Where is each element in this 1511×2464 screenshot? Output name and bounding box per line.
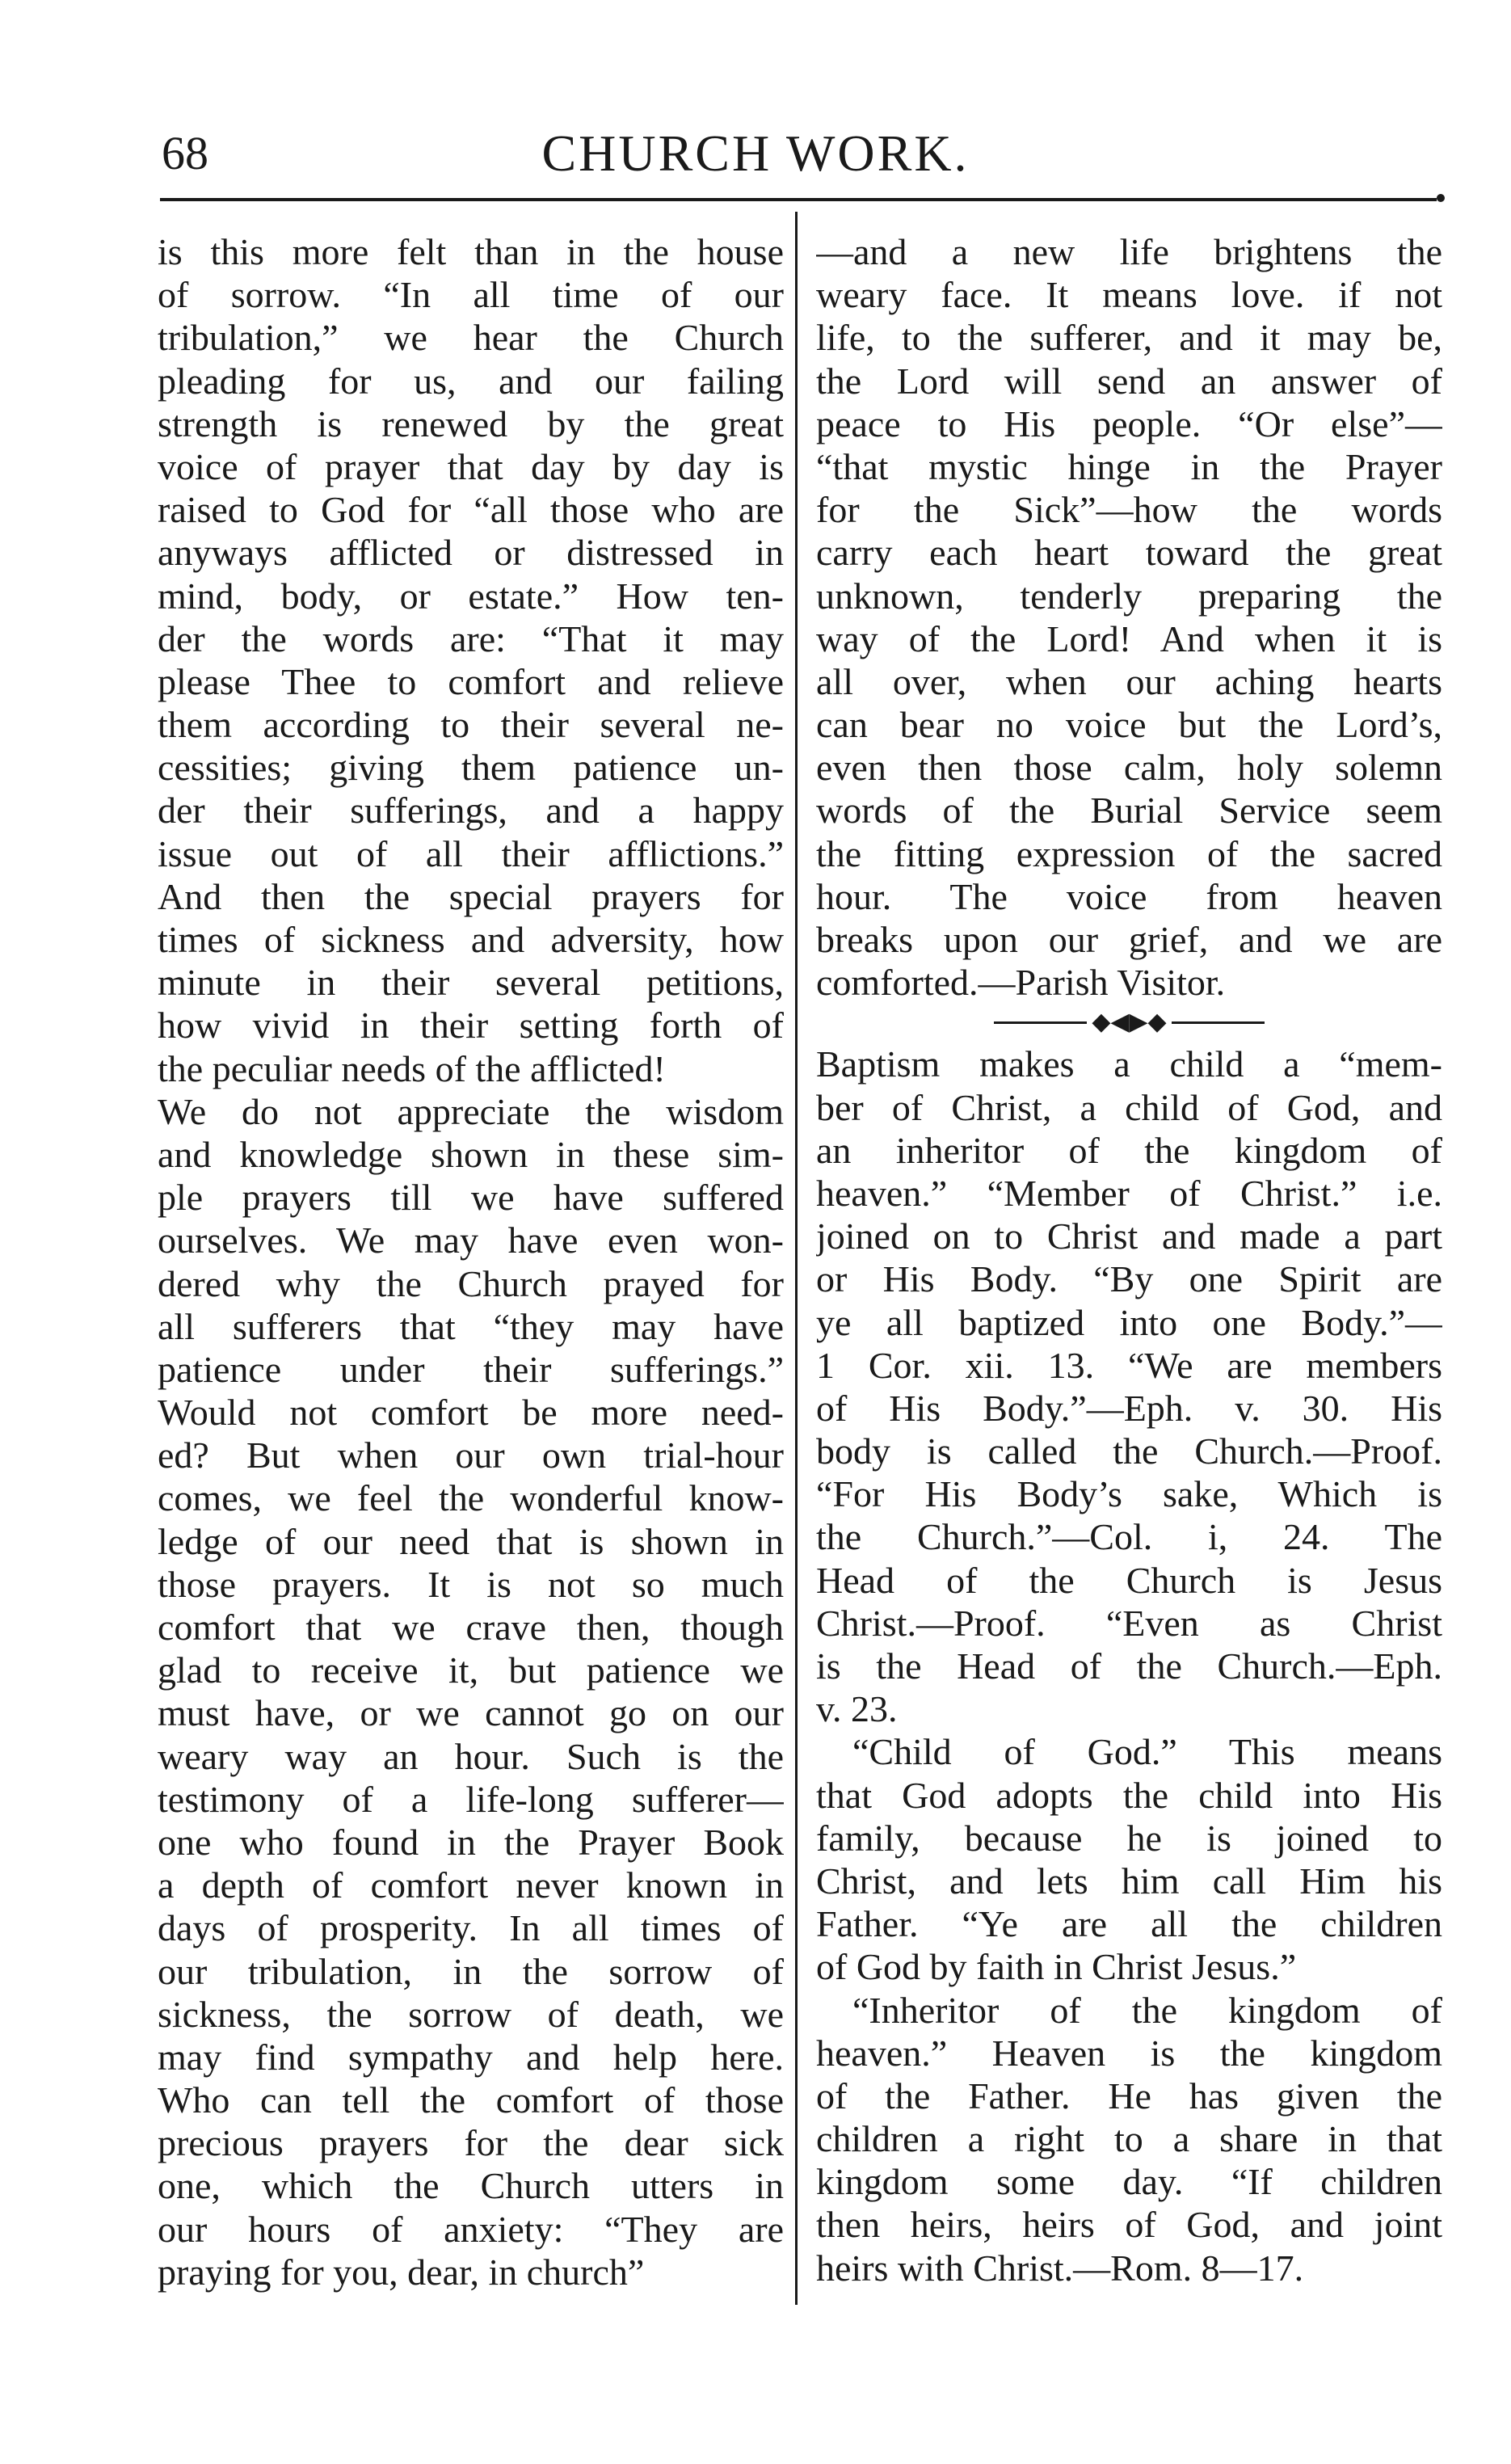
text-line: heirs with Christ.—Rom. 8—17. [816, 2247, 1304, 2289]
text-line: ed? But when our own trial-hour [158, 1434, 784, 1476]
text-line: cessities; giving them patience un- [158, 747, 784, 789]
text-line: children a right to a share in that [816, 2118, 1442, 2160]
text-line: Father. “Ye are all the children [816, 1903, 1442, 1945]
text-line: Head of the Church is Jesus [816, 1559, 1442, 1601]
text-line: sickness, the sorrow of death, we [158, 1993, 784, 2035]
divider-ornament-icon: ◆◀▶◆ [816, 1010, 1442, 1034]
article-parish-visitor [816, 230, 1442, 1004]
text-line: body is called the Church.—Proof. [816, 1430, 1442, 1472]
text-line: of the Father. He has given the [816, 2074, 1442, 2117]
text-line: all over, when our aching hearts [816, 660, 1442, 702]
text-line: days of prosperity. In all times of [158, 1907, 784, 1949]
text-line: heaven.” “Member of Christ.” i.e. [816, 1172, 1442, 1214]
text-line: precious prayers for the dear sick [158, 2122, 784, 2164]
text-line: We do not appreciate the wisdom [158, 1090, 784, 1132]
page-number: 68 [162, 127, 208, 179]
text-line: must have, or we cannot go on our [158, 1692, 784, 1734]
text-line: one, which the Church utters in [158, 2165, 784, 2207]
text-line: 1 Cor. xii. 13. “We are members [816, 1344, 1442, 1386]
text-line: those prayers. It is not so much [158, 1563, 784, 1605]
header-rule [160, 198, 1437, 201]
right-column [816, 230, 1442, 2289]
text-line: —and a new life brightens the [816, 231, 1442, 272]
left-column [158, 230, 784, 2293]
text-line: weary way an hour. Such is the [158, 1735, 784, 1777]
text-line: times of sickness and adversity, how [158, 919, 784, 960]
text-line: Christ.—Proof. “Even as Christ [816, 1602, 1442, 1644]
article-baptism [816, 1042, 1442, 2289]
text-line: Would not comfort be more need- [158, 1392, 784, 1434]
text-line: issue out of all their afflictions.” [158, 832, 784, 874]
text-line: life, to the sufferer, and it may be, [816, 317, 1442, 359]
text-line: peace to His people. “Or else”— [816, 402, 1442, 444]
text-line: Baptism makes a child a “mem- [816, 1043, 1442, 1085]
text-line: of God by faith in Christ Jesus.” [816, 1946, 1297, 1988]
text-line: for the Sick”—how the words [816, 489, 1442, 531]
text-line: “Inheritor of the kingdom of [852, 1989, 1442, 2031]
text-line: minute in their several petitions, [158, 962, 784, 1004]
text-line: family, because he is joined to [816, 1817, 1442, 1859]
text-line: breaks upon our grief, and we are [816, 919, 1442, 960]
text-line: words of the Burial Service seem [816, 790, 1442, 832]
text-line: glad to receive it, but patience we [158, 1649, 784, 1691]
text-line: weary face. It means love. if not [816, 274, 1442, 316]
text-line: comes, we feel the wonderful know- [158, 1477, 784, 1519]
text-line: then heirs, heirs of God, and joint [816, 2204, 1442, 2246]
text-line: praying for you, dear, in church” [158, 2251, 645, 2293]
text-line: of His Body.”—Eph. v. 30. His [816, 1387, 1442, 1429]
text-line: pleading for us, and our failing [158, 360, 784, 402]
text-line: raised to God for “all those who are [158, 489, 784, 531]
text-line: “that mystic hinge in the Prayer [816, 445, 1442, 487]
text-line: Who can tell the comfort of those [158, 2079, 784, 2121]
text-line: the peculiar needs of the afflicted! [158, 1047, 666, 1089]
section-divider [816, 1004, 1442, 1042]
text-line: please Thee to comfort and relieve [158, 660, 784, 702]
text-line: ber of Christ, a child of God, and [816, 1086, 1442, 1128]
text-line: joined on to Christ and made a part [816, 1215, 1442, 1257]
text-line: the fitting expression of the sacred [816, 832, 1442, 874]
text-line: “For His Body’s sake, Which is [816, 1473, 1442, 1515]
text-line: a depth of comfort never known in [158, 1864, 784, 1906]
text-line: is the Head of the Church.—Eph. [816, 1645, 1442, 1687]
text-line: may find sympathy and help here. [158, 2036, 784, 2078]
text-line: can bear no voice but the Lord’s, [816, 704, 1442, 746]
text-line: how vivid in their setting forth of [158, 1005, 784, 1047]
text-line: comforted.—Parish Visitor. [816, 962, 1226, 1004]
text-line: testimony of a life-long sufferer— [158, 1778, 784, 1820]
text-line: the Church.”—Col. i, 24. The [816, 1516, 1442, 1558]
text-line: v. 23. [816, 1688, 898, 1730]
text-line: And then the special prayers for [158, 875, 784, 917]
text-line: hour. The voice from heaven [816, 875, 1442, 917]
text-line: all sufferers that “they may have [158, 1305, 784, 1347]
text-line: der their sufferings, and a happy [158, 790, 784, 832]
text-line: an inheritor of the kingdom of [816, 1129, 1442, 1171]
running-head [0, 121, 1511, 186]
text-line: them according to their several ne- [158, 704, 784, 746]
text-line: that God adopts the child into His [816, 1774, 1442, 1816]
text-line: kingdom some day. “If children [816, 2161, 1442, 2203]
text-line: carry each heart toward the great [816, 532, 1442, 574]
text-line: heaven.” Heaven is the kingdom [816, 2032, 1442, 2074]
text-line: ourselves. We may have even won- [158, 1219, 784, 1261]
text-line: is this more felt than in the house [158, 231, 784, 272]
text-line: “Child of God.” This means [852, 1731, 1442, 1773]
text-line: dered why the Church prayed for [158, 1262, 784, 1304]
column-rule [795, 212, 798, 2305]
header-rule-dot [1437, 194, 1445, 202]
text-line: tribulation,” we hear the Church [158, 317, 784, 359]
text-line: or His Body. “By one Spirit are [816, 1258, 1442, 1300]
text-line: of sorrow. “In all time of our [158, 274, 784, 316]
text-line: and knowledge shown in these sim- [158, 1133, 784, 1175]
text-line: mind, body, or estate.” How ten- [158, 575, 784, 617]
text-line: strength is renewed by the great [158, 402, 784, 444]
text-line: our hours of anxiety: “They are [158, 2208, 784, 2250]
text-line: comfort that we crave then, though [158, 1607, 784, 1648]
text-line: der the words are: “That it may [158, 617, 784, 659]
text-line: way of the Lord! And when it is [816, 617, 1442, 659]
text-line: ple prayers till we have suffered [158, 1177, 784, 1219]
text-line: anyways afflicted or distressed in [158, 532, 784, 574]
text-line: unknown, tenderly preparing the [816, 575, 1442, 617]
text-line: voice of prayer that day by day is [158, 445, 784, 487]
text-line: Christ, and lets him call Him his [816, 1860, 1442, 1902]
page-title: CHURCH WORK. [541, 124, 970, 182]
text-line: even then those calm, holy solemn [816, 747, 1442, 789]
text-line: one who found in the Prayer Book [158, 1821, 784, 1863]
text-line: the Lord will send an answer of [816, 360, 1442, 402]
text-line: ledge of our need that is shown in [158, 1520, 784, 1562]
text-line: patience under their sufferings.” [158, 1348, 784, 1390]
text-line: ye all baptized into one Body.”— [816, 1301, 1442, 1343]
text-line: our tribulation, in the sorrow of [158, 1950, 784, 1992]
